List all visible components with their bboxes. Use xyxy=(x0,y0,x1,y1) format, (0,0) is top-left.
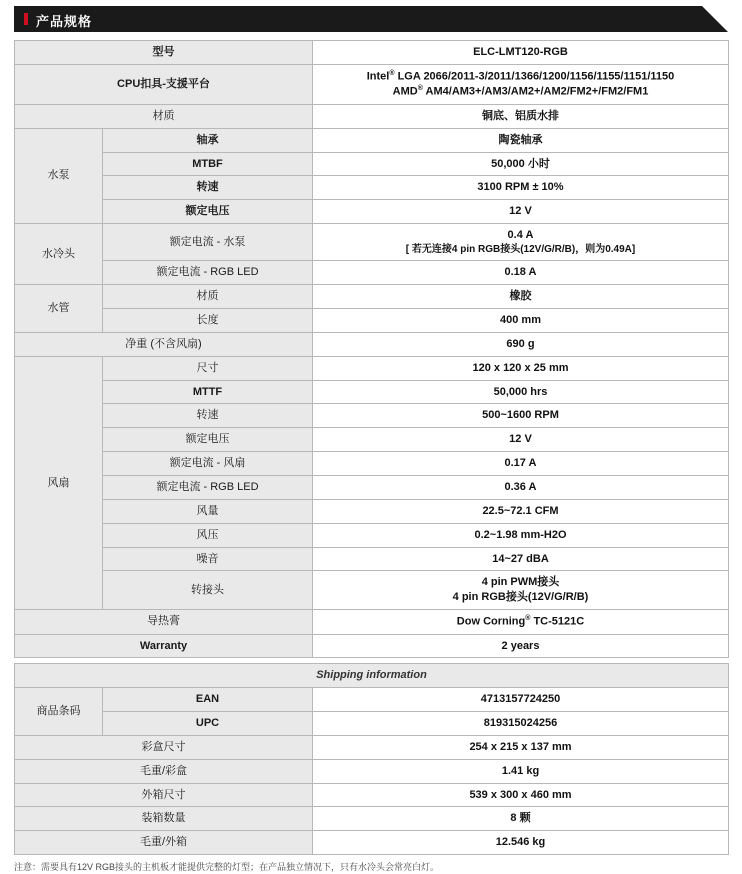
table-row xyxy=(15,783,729,807)
table-row xyxy=(15,404,729,428)
accent-bar xyxy=(24,13,28,25)
row-label-tube-length: 长度 xyxy=(103,309,313,333)
row-label-box-size: 彩盒尺寸 xyxy=(15,735,313,759)
row-value-pump-mtbf: 50,000 小时 xyxy=(313,152,729,176)
row-value-fan-noise: 14~27 dBA xyxy=(313,547,729,571)
row-label-thermal-paste: 导热膏 xyxy=(15,610,313,635)
table-row xyxy=(15,285,729,309)
row-label-pump-speed: 转速 xyxy=(103,176,313,200)
table-row xyxy=(15,104,729,128)
row-value-wb-rgb-current: 0.18 A xyxy=(313,261,729,285)
page-title: 产品规格 xyxy=(36,14,93,29)
table-row xyxy=(15,452,729,476)
row-value-upc: 819315024256 xyxy=(313,712,729,736)
row-label-fan-noise: 噪音 xyxy=(103,547,313,571)
table-row xyxy=(15,476,729,500)
row-label-fan-size: 尺寸 xyxy=(103,356,313,380)
row-label-fan-pressure: 风压 xyxy=(103,523,313,547)
row-label-carton-weight: 毛重/外箱 xyxy=(15,831,313,855)
group-label-pump: 水泵 xyxy=(15,128,103,223)
row-label-pump-voltage: 额定电压 xyxy=(103,200,313,224)
table-row xyxy=(15,309,729,333)
row-label-pump-mtbf: MTBF xyxy=(103,152,313,176)
table-row xyxy=(15,64,729,104)
row-value-fan-speed: 500~1600 RPM xyxy=(313,404,729,428)
table-row xyxy=(15,571,729,610)
row-value-carton-weight: 12.546 kg xyxy=(313,831,729,855)
table-row xyxy=(15,688,729,712)
table-row xyxy=(15,759,729,783)
row-value-fan-connector xyxy=(313,571,729,610)
group-label-fan: 风扇 xyxy=(15,356,103,609)
table-row xyxy=(15,428,729,452)
table-row xyxy=(15,332,729,356)
row-value-box-size: 254 x 215 x 137 mm xyxy=(313,735,729,759)
table-row xyxy=(15,499,729,523)
socket-amd-line: AMD® AM4/AM3+/AM3/AM2+/AM2/FM2+/FM2/FM1 xyxy=(392,85,649,98)
row-label-model: 型号 xyxy=(15,41,313,65)
table-row xyxy=(15,380,729,404)
row-label-tube-material: 材质 xyxy=(103,285,313,309)
row-label-upc: UPC xyxy=(103,712,313,736)
row-value-ean: 4713157724250 xyxy=(313,688,729,712)
row-label-fan-voltage: 额定电压 xyxy=(103,428,313,452)
table-row xyxy=(15,807,729,831)
row-value-fan-mttf: 50,000 hrs xyxy=(313,380,729,404)
row-label-carton-size: 外箱尺寸 xyxy=(15,783,313,807)
row-label-fan-speed: 转速 xyxy=(103,404,313,428)
row-label-carton-qty: 装箱数量 xyxy=(15,807,313,831)
table-row xyxy=(15,41,729,65)
row-label-pump-bearing: 轴承 xyxy=(103,128,313,152)
table-row xyxy=(15,224,729,261)
row-value-pump-voltage: 12 V xyxy=(313,200,729,224)
row-value-tube-length: 400 mm xyxy=(313,309,729,333)
row-value-box-weight: 1.41 kg xyxy=(313,759,729,783)
row-label-box-weight: 毛重/彩盒 xyxy=(15,759,313,783)
table-row xyxy=(15,152,729,176)
table-row xyxy=(15,523,729,547)
row-value-wb-pump-current xyxy=(313,224,729,261)
group-label-barcode: 商品条码 xyxy=(15,688,103,736)
footnote: 注意：需要具有12V RGB接头的主机板才能提供完整的灯型；在产品独立情况下，只有水冷头会常亮白灯。 xyxy=(14,862,440,873)
table-row xyxy=(15,664,729,688)
table-row xyxy=(15,261,729,285)
header-banner xyxy=(14,6,728,32)
table-row xyxy=(15,634,729,658)
row-value-fan-current: 0.17 A xyxy=(313,452,729,476)
group-label-waterblock: 水冷头 xyxy=(15,224,103,285)
row-label-ean: EAN xyxy=(103,688,313,712)
row-value-material: 铜底、铝质水排 xyxy=(313,104,729,128)
shipping-section-title: Shipping information xyxy=(15,664,729,688)
wb-current-note: [ 若无连接4 pin RGB接头(12V/G/R/B)，则为0.49A] xyxy=(405,243,636,255)
row-label-socket: CPU扣具-支援平台 xyxy=(15,64,313,104)
row-label-fan-current: 额定电流 - 风扇 xyxy=(103,452,313,476)
shipping-table xyxy=(14,663,729,855)
table-row xyxy=(15,128,729,152)
row-value-fan-voltage: 12 V xyxy=(313,428,729,452)
spec-sheet-page xyxy=(0,6,742,873)
row-value-fan-airflow: 22.5~72.1 CFM xyxy=(313,499,729,523)
table-row xyxy=(15,735,729,759)
table-row xyxy=(15,200,729,224)
table-row xyxy=(15,610,729,635)
table-row xyxy=(15,831,729,855)
table-row xyxy=(15,547,729,571)
row-label-wb-rgb-current: 额定电流 - RGB LED xyxy=(103,261,313,285)
row-label-warranty: Warranty xyxy=(15,634,313,658)
wb-current-main: 0.4 A xyxy=(507,229,534,242)
row-value-netweight: 690 g xyxy=(313,332,729,356)
row-label-fan-connector: 转接头 xyxy=(103,571,313,610)
row-value-fan-rgb-current: 0.36 A xyxy=(313,476,729,500)
table-row xyxy=(15,712,729,736)
row-label-netweight: 净重 (不含风扇) xyxy=(15,332,313,356)
row-value-carton-qty: 8 颗 xyxy=(313,807,729,831)
table-row xyxy=(15,176,729,200)
row-label-fan-mttf: MTTF xyxy=(103,380,313,404)
row-value-fan-pressure: 0.2~1.98 mm-H2O xyxy=(313,523,729,547)
row-value-pump-speed: 3100 RPM ± 10% xyxy=(313,176,729,200)
group-label-tube: 水管 xyxy=(15,285,103,333)
table-row xyxy=(15,356,729,380)
socket-intel-line: Intel® LGA 2066/2011-3/2011/1366/1200/1156/1155/1151/1150 xyxy=(366,69,675,83)
row-label-wb-pump-current: 额定电流 - 水泵 xyxy=(103,224,313,261)
row-value-model: ELC-LMT120-RGB xyxy=(313,41,729,65)
fan-connector-rgb: 4 pin RGB接头(12V/G/R/B) xyxy=(452,591,589,604)
row-value-tube-material: 橡胶 xyxy=(313,285,729,309)
row-label-material: 材质 xyxy=(15,104,313,128)
fan-connector-pwm: 4 pin PWM接头 xyxy=(481,576,560,589)
row-value-socket xyxy=(313,64,729,104)
row-label-fan-rgb-current: 额定电流 - RGB LED xyxy=(103,476,313,500)
row-value-carton-size: 539 x 300 x 460 mm xyxy=(313,783,729,807)
row-label-fan-airflow: 风量 xyxy=(103,499,313,523)
row-value-pump-bearing: 陶瓷轴承 xyxy=(313,128,729,152)
row-value-warranty: 2 years xyxy=(313,634,729,658)
row-value-thermal-paste: Dow Corning® TC-5121C xyxy=(313,610,729,635)
row-value-fan-size: 120 x 120 x 25 mm xyxy=(313,356,729,380)
specification-table xyxy=(14,40,729,658)
